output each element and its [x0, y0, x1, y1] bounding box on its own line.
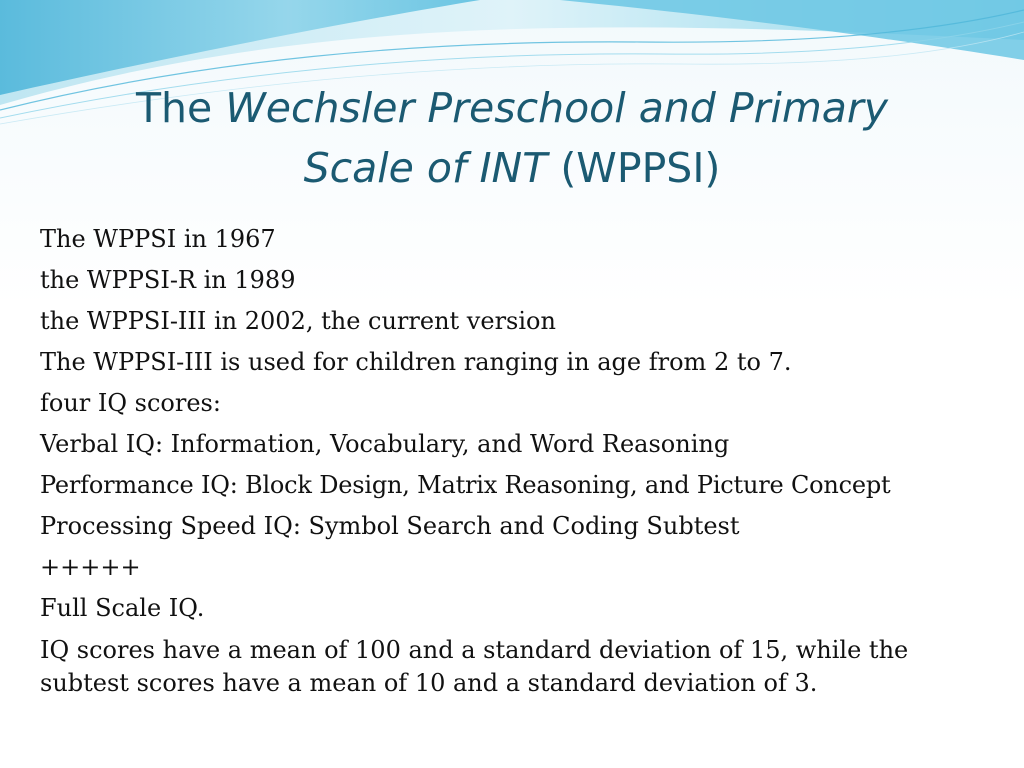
list-item: the WPPSI-III in 2002, the current version [40, 307, 556, 335]
list-item: IQ scores have a mean of 100 and a standard deviation of 15, while the subtest scores have a mean of 10 and a standard deviation of 3. [40, 636, 909, 697]
list-item: Performance IQ: Block Design, Matrix Reasoning, and Picture Concept [40, 471, 891, 499]
list-item: Full Scale IQ. [40, 594, 205, 622]
list-item: the WPPSI-R in 1989 [40, 266, 296, 294]
list-item: Verbal IQ: Information, Vocabulary, and Word Reasoning [40, 430, 730, 458]
title-prefix: The [135, 84, 226, 132]
title-italic-line-1: Wechsler Preschool and Primary [225, 84, 889, 132]
title-italic-line-2: Scale of INT [303, 144, 548, 192]
bullet-list [40, 220, 1000, 700]
list-item: +++++ [40, 553, 141, 581]
slide-title [62, 78, 962, 198]
list-item: The WPPSI in 1967 [40, 225, 276, 253]
title-suffix: (WPPSI) [547, 144, 721, 192]
list-item: four IQ scores: [40, 389, 221, 417]
list-item: Processing Speed IQ: Symbol Search and Coding Subtest [40, 512, 740, 540]
list-item: The WPPSI-III is used for children ranging in age from 2 to 7. [40, 348, 792, 376]
